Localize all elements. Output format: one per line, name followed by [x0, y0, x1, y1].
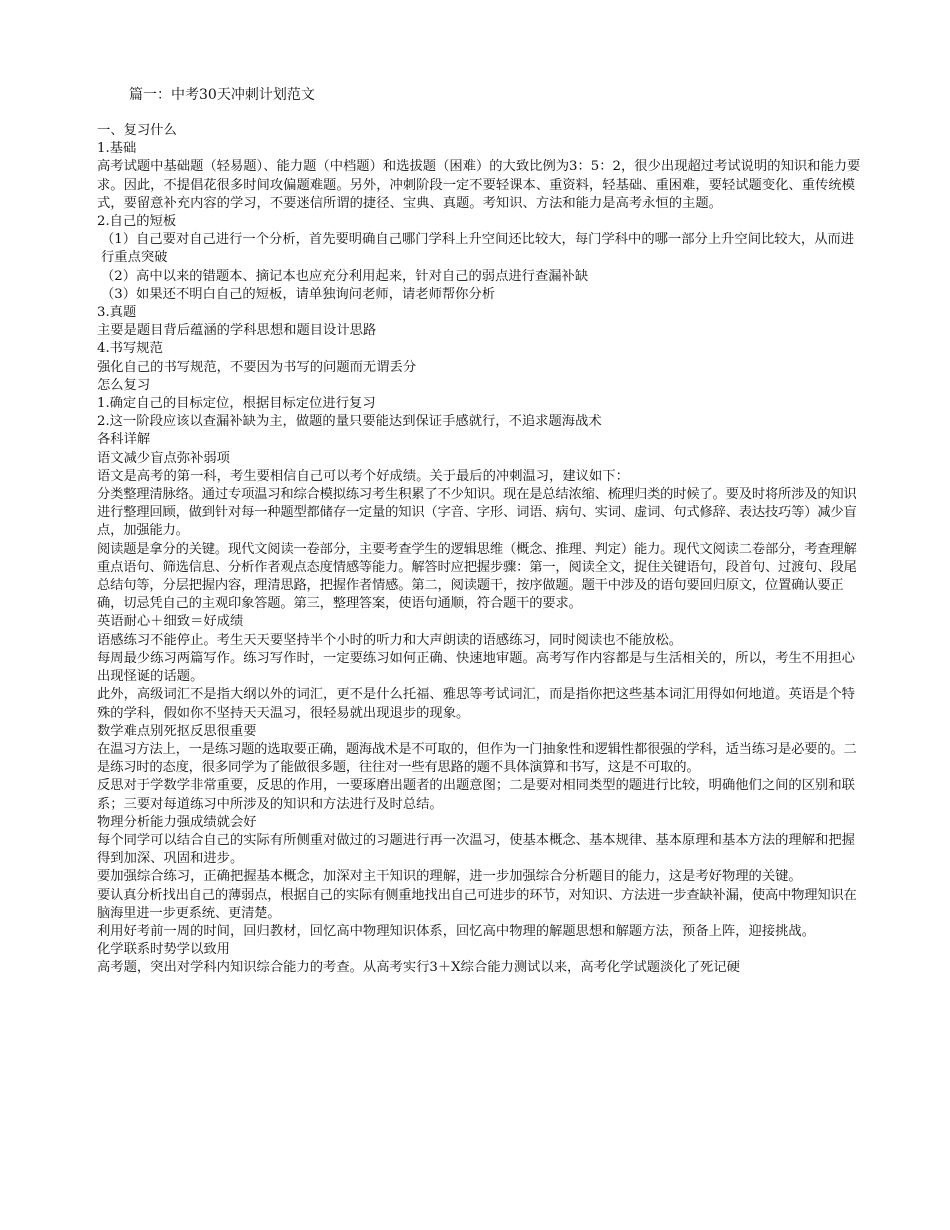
list-item: （2）高中以来的错题本、摘记本也应充分利用起来，针对自己的弱点进行查漏补缺: [101, 268, 589, 284]
paragraph: 高考试题中基础题（轻易题）、能力题（中档题）和选拔题（困难）的大致比例为3：5：2，很少出现超过考试说明的知识和能力要求。因此，不提倡花很多时间攻偏题难题。另外，冲刺阶段一定不要轻课本、重资料，轻基础、重困难，要轻试题变化、重传统模式，要留意补充内容的学习，不要迷信所谓的捷径、宝典、真题。考知识、方法和能力是高考永恒的主题。: [97, 159, 861, 211]
paragraph: 要认真分析找出自己的薄弱点，根据自己的实际有侧重地找出自己可进步的环节，对知识、方法进一步查缺补漏，使高中物理知识在脑海里进一步更系统、更清楚。: [97, 887, 857, 921]
document-page: [87, 86, 867, 978]
subject-heading: 物理分析能力强成绩就会好: [97, 814, 257, 830]
section-heading: 各科详解: [97, 432, 151, 448]
section-heading: 怎么复习: [97, 377, 151, 393]
paragraph: 在温习方法上，一是练习题的选取要正确，题海战术是不可取的，但作为一门抽象性和逻辑性都很强的学科，适当练习是必要的。二是练习时的态度，很多同学为了能做很多题，往往对一些有思路的题不具体演算和书写，这是不可取的。: [97, 741, 857, 776]
document-body: [87, 122, 867, 978]
section-heading: 一、复习什么: [97, 123, 177, 138]
document-title: 篇一：中考30天冲刺计划范文: [129, 87, 315, 103]
paragraph: 主要是题目背后蕴涵的学科思想和题目设计思路: [97, 323, 377, 339]
subject-heading: 数学难点别死抠反思很重要: [97, 723, 257, 739]
list-item: 1.确定自己的目标定位，根据目标定位进行复习: [97, 396, 376, 412]
paragraph: 强化自己的书写规范，不要因为书写的问题而无谓丢分: [97, 359, 417, 375]
paragraph: 每周最少练习两篇写作。练习写作时，一定要练习如何正确、快速地审题。高考写作内容都是与生活相关的，所以，考生不用担心出现怪诞的话题。: [97, 650, 855, 685]
subject-heading: 语文减少盲点弥补弱项: [97, 450, 230, 466]
paragraph: 反思对于学数学非常重要，反思的作用，一要琢磨出题者的出题意图；二是要对相同类型的题进行比较，明确他们之间的区别和联系；三要对每道练习中所涉及的知识和方法进行及时总结。: [97, 778, 855, 812]
subject-heading: 化学联系时势学以致用: [97, 942, 230, 958]
subheading: 4.书写规范: [97, 341, 163, 357]
list-item: （1）自己要对自己进行一个分析，首先要明确自己哪门学科上升空间还比较大，每门学科中的哪一部分上升空间比较大，从而进行重点突破: [101, 232, 855, 266]
paragraph: 高考题，突出对学科内知识综合能力的考查。从高考实行3＋X综合能力测试以来，高考化学试题淡化了死记硬: [97, 960, 740, 976]
paragraph: 语文是高考的第一科，考生要相信自己可以考个好成绩。关于最后的冲刺温习，建议如下：: [97, 468, 629, 484]
paragraph: 每个同学可以结合自己的实际有所侧重对做过的习题进行再一次温习，使基本概念、基本规律、基本原理和基本方法的理解和把握得到加深、巩固和进步。: [97, 832, 855, 867]
paragraph: 利用好考前一周的时间，回归教材，回忆高中物理知识体系，回忆高中物理的解题思想和解题方法，预备上阵，迎接挑战。: [97, 923, 816, 939]
subject-heading: 英语耐心＋细致＝好成绩: [97, 614, 244, 630]
list-item: （3）如果还不明白自己的短板，请单独询问老师，请老师帮你分析: [101, 286, 496, 302]
paragraph: 分类整理清脉络。通过专项温习和综合模拟练习考生积累了不少知识。现在是总结浓缩、梳理归类的时候了。要及时将所涉及的知识进行整理回顾，做到针对每一种题型都储存一定量的知识（字音、字形、词语、病句、实词、虚词、句式修辞、表达技巧等）减少盲点，加强能力。: [97, 487, 857, 539]
paragraph: 语感练习不能停止。考生天天要坚持半个小时的听力和大声朗读的语感练习，同时阅读也不能放松。: [97, 632, 683, 648]
paragraph: 阅读题是拿分的关键。现代文阅读一卷部分，主要考查学生的逻辑思维（概念、推理、判定）能力。现代文阅读二卷部分，考查理解重点语句、筛选信息、分析作者观点态度情感等能力。解答时应把握步骤：第一，阅读全文，捉住关键语句，段首句、过渡句、段尾总结句等，分层把握内容，理清思路，把握作者情感。第二，阅读题干，按序做题。题干中涉及的语句要回归原文，位置确认要正确，切忌凭自己的主观印象答题。第三，整理答案，使语句通顺，符合题干的要求。: [97, 541, 857, 612]
subheading: 3.真题: [97, 305, 137, 321]
list-item: 2.这一阶段应该以查漏补缺为主，做题的量只要能达到保证手感就行，不追求题海战术: [97, 414, 602, 430]
paragraph: 要加强综合练习，正确把握基本概念，加深对主干知识的理解，进一步加强综合分析题目的能力，这是考好物理的关键。: [97, 869, 802, 885]
paragraph: 此外，高级词汇不是指大纲以外的词汇，更不是什么托福、雅思等考试词汇，而是指你把这些基本词汇用得如何地道。英语是个特殊的学科，假如你不坚持天天温习，很轻易就出现退步的现象。: [97, 687, 855, 721]
subheading: 2.自己的短板: [97, 214, 177, 230]
subheading: 1.基础: [97, 141, 137, 157]
